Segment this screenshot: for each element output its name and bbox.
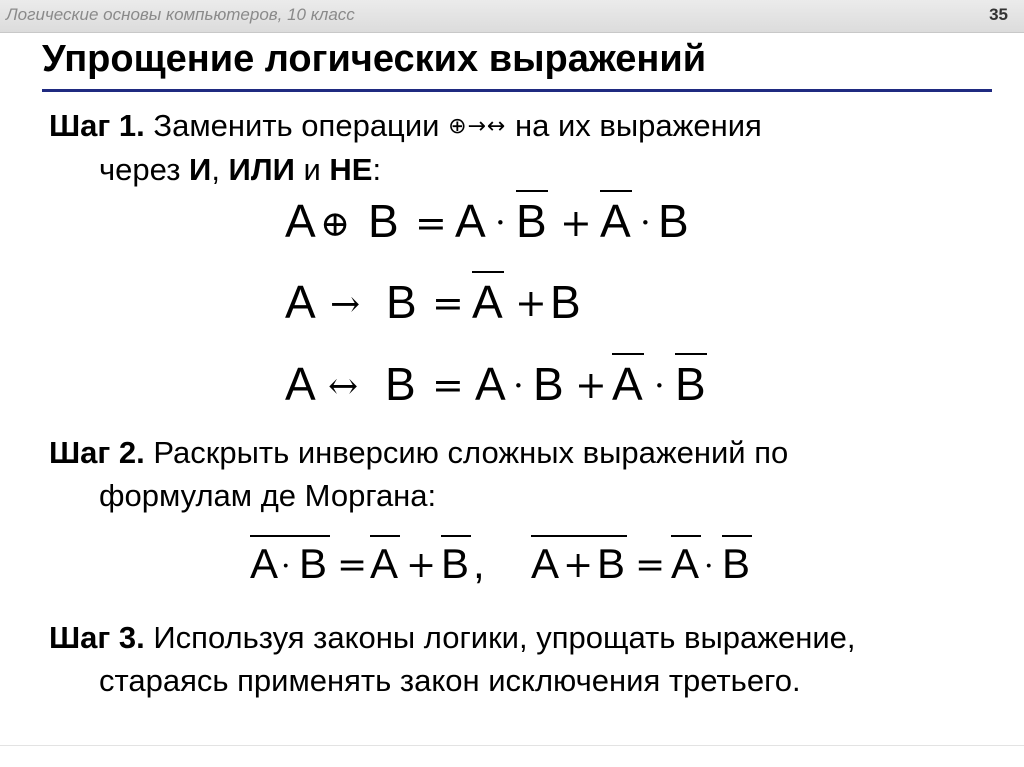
f2-implies: →: [330, 284, 361, 325]
dm1-dot: ·: [281, 549, 291, 584]
f3-a3: A: [612, 358, 643, 410]
dm1-plus: +: [406, 545, 437, 586]
not-word: НЕ: [329, 152, 373, 187]
dm2-a2: A: [671, 540, 700, 587]
f2-plus: +: [515, 281, 547, 325]
f3-a2: A: [475, 358, 506, 410]
step-2-line-1: Раскрыть инверсию сложных выражений по: [144, 435, 789, 470]
course-title: Логические основы компьютеров, 10 класс: [6, 5, 355, 24]
f1-dot2: ·: [640, 203, 651, 243]
slide-number: 35: [989, 5, 1008, 24]
f1-dot1: ·: [495, 203, 506, 243]
dm2-plus: +: [563, 545, 594, 586]
step-2-line-2: формулам де Моргана:: [99, 478, 437, 513]
f1-eq: =: [415, 201, 447, 245]
f1-xor: ⊕: [320, 204, 351, 245]
comma: ,: [211, 152, 229, 187]
f3-eq: =: [432, 363, 464, 407]
f1-plus: +: [560, 201, 592, 245]
step-1-label: Шаг 1.: [49, 108, 145, 143]
or-word: ИЛИ: [228, 152, 295, 187]
f1-a2: A: [455, 195, 486, 247]
slide-title: Упрощение логических выражений: [42, 38, 707, 80]
dm1-eq: =: [337, 545, 368, 586]
dm2-eq: =: [635, 545, 666, 586]
dm2-dot: ·: [704, 549, 714, 584]
formula-de-morgan-1: [250, 536, 485, 587]
f3-equiv: ↔: [328, 366, 359, 407]
f1-b3: B: [658, 195, 689, 247]
step-1-text-c: через: [99, 152, 190, 187]
f3-a1: A: [285, 358, 316, 410]
f1-b2: B: [516, 195, 547, 247]
f2-a1: A: [285, 276, 316, 328]
dm-separator: ,: [473, 540, 485, 587]
formula-equivalence: [285, 354, 707, 410]
formula-de-morgan-2: [531, 536, 752, 587]
f3-plus: +: [575, 363, 607, 407]
f1-a1: A: [285, 195, 316, 247]
dm2-a1: A: [531, 540, 560, 587]
step-2-label: Шаг 2.: [49, 435, 145, 470]
f2-b2: B: [550, 276, 581, 328]
step-3-line-1: Используя законы логики, упрощать выражение,: [144, 620, 856, 655]
step-1-text-a: Заменить операции: [144, 108, 449, 143]
f3-dot1: ·: [513, 366, 524, 406]
formula-xor: [285, 191, 689, 247]
f2-eq: =: [432, 281, 464, 325]
f2-b1: B: [386, 276, 417, 328]
step-1-text-b: на их выражения: [506, 108, 762, 143]
step-3-label: Шаг 3.: [49, 620, 145, 655]
conj-word: и: [294, 152, 330, 187]
and-word: И: [189, 152, 212, 187]
f3-b1: B: [385, 358, 416, 410]
f3-dot2: ·: [654, 366, 665, 406]
dm1-b1: B: [299, 540, 328, 587]
dm2-b2: B: [722, 540, 751, 587]
bottom-divider: [0, 745, 1024, 746]
step-3-line-2: стараясь применять закон исключения третьего.: [99, 663, 801, 698]
f2-a2: A: [472, 276, 503, 328]
dm1-a2: A: [370, 540, 399, 587]
f3-b3: B: [675, 358, 706, 410]
operators-symbols: ⊕→↔: [448, 114, 507, 139]
f1-a3: A: [600, 195, 631, 247]
formula-implication: [285, 272, 581, 328]
colon: :: [372, 152, 382, 187]
dm2-b1: B: [597, 540, 626, 587]
dm1-b2: B: [441, 540, 470, 587]
f3-b2: B: [533, 358, 564, 410]
dm1-a1: A: [250, 540, 279, 587]
f1-b1: B: [368, 195, 399, 247]
